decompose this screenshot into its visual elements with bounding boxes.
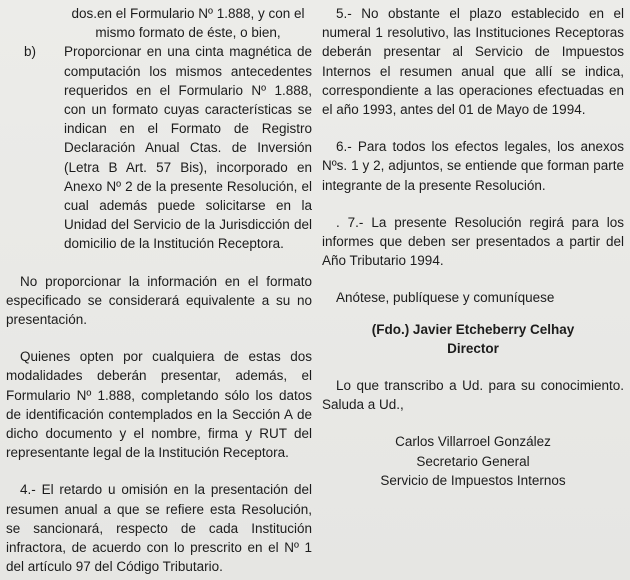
closing-formula: Anótese, publíquese y comuníquese bbox=[336, 290, 555, 306]
transcription-note: Lo que transcribo a Ud. para su conocimiento. Saluda a Ud., bbox=[322, 378, 624, 413]
signature-name: (Fdo.) Javier Etcheberry Celhay bbox=[371, 321, 575, 337]
item-b-label: b) bbox=[24, 44, 37, 60]
paragraph-quienes: Quienes opten por cualquiera de estas dos modalidades deberán presentar, además, el Formulario Nº 1.888, completando sólo los datos de identificación contemplados en la Sección A de dicho documento y el nombre, firma y RUT del representante legal de la Institución Receptora. bbox=[6, 349, 312, 461]
sender-title: Secretario General bbox=[416, 453, 530, 469]
sender-name: Carlos Villarroel González bbox=[395, 434, 551, 450]
item-b bbox=[6, 42, 312, 253]
left-column bbox=[6, 4, 312, 576]
item-b-text: Proporcionar en una cinta magnética de computación los mismos antecedentes requeridos en el Formulario Nº 1.888, con un formato cuyas características se indican en el Formato de Registro Declaración Anual Ctas. de Inversión (Letra B Art. 57 Bis), incorporado en Anexo Nº 2 de la presente Resolución, el cual además puede solicitarse en la Unidad del Servicio de la Jurisdicción del domicilio de la Institución Receptora. bbox=[64, 44, 312, 252]
paragraph-no-proporcionar: No proporcionar la información en el formato especificado se considerará equivalente a su no presentación. bbox=[6, 273, 312, 328]
right-column bbox=[322, 4, 624, 490]
continued-text bbox=[6, 4, 312, 42]
signature-title: Director bbox=[447, 340, 499, 356]
paragraph-4: 4.- El retardo u omisión en la presentación del resumen anual a que se refiere esta Resolución, se sancionará, respecto de cada Institución infractora, de acuerdo con lo prescrito en el Nº 1 del artículo 97 del Código Tributario. bbox=[6, 482, 312, 575]
continued-line-2: mismo formato de éste, o bien, bbox=[95, 25, 281, 41]
paragraph-7: . 7.- La presente Resolución regirá para los informes que deben ser presentados a partir del Año Tributario 1994. bbox=[322, 214, 624, 269]
paragraph-5: 5.- No obstante el plazo establecido en el numeral 1 resolutivo, las Instituciones Receptoras deberán presentar al Servicio de Impuestos Internos el resumen anual que allí se indica, correspondiente a las operaciones efectuadas en el año 1993, antes del 01 de Mayo de 1994. bbox=[322, 6, 624, 118]
paragraph-6: 6.- Para todos los efectos legales, los anexos Nºs. 1 y 2, adjuntos, se entiende que forman parte integrante de la presente Resolución. bbox=[322, 139, 624, 193]
continued-line-1: dos.en el Formulario Nº 1.888, y con el bbox=[71, 6, 305, 21]
sender-organization: Servicio de Impuestos Internos bbox=[380, 472, 566, 488]
